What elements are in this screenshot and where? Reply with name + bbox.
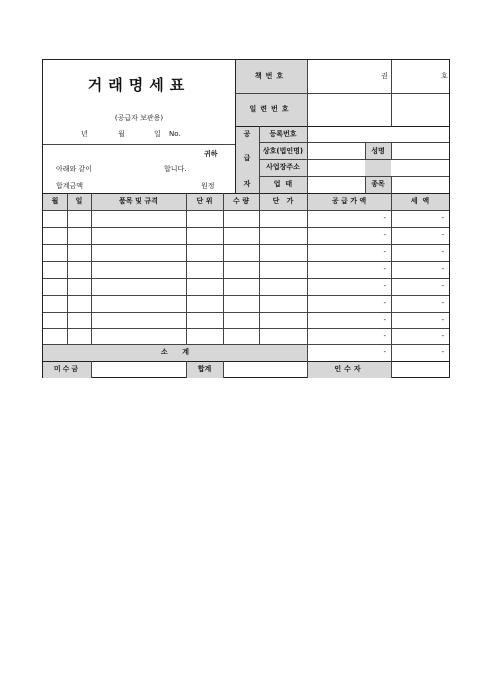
company-name-label: 상호(법인명) bbox=[262, 147, 304, 155]
supplier-side-label-1: 공 bbox=[243, 130, 251, 138]
row-supply-amount: - bbox=[383, 332, 386, 340]
row-supply-amount: - bbox=[383, 282, 386, 290]
greeting-left: 아래와 같이 bbox=[56, 165, 93, 173]
row-supply-amount: - bbox=[383, 248, 386, 256]
col-item-spec: 품목 및 규격 bbox=[119, 197, 158, 205]
col-quantity: 수 량 bbox=[233, 197, 249, 205]
recipient-suffix: 귀하 bbox=[204, 150, 218, 158]
transaction-statement-form bbox=[42, 59, 450, 378]
total-amount-unit: 원정 bbox=[201, 182, 215, 190]
row-tax: - bbox=[441, 316, 444, 324]
row-supply-amount: - bbox=[383, 231, 386, 239]
book-number-label: 책번호 bbox=[254, 72, 288, 80]
row-tax: - bbox=[441, 248, 444, 256]
date-year-label: 년 bbox=[81, 130, 88, 138]
row-supply-amount: - bbox=[383, 265, 386, 273]
date-day-label: 일 bbox=[154, 130, 161, 138]
receiver-label: 인수자 bbox=[334, 365, 364, 373]
subtotal-tax: - bbox=[441, 348, 444, 356]
row-tax: - bbox=[441, 265, 444, 273]
business-address-label: 사업장주소 bbox=[266, 163, 300, 171]
col-month: 월 bbox=[51, 197, 59, 205]
date-no-label: No. bbox=[169, 130, 181, 138]
date-month-label: 월 bbox=[118, 130, 125, 138]
col-unit-price: 단 가 bbox=[272, 197, 294, 205]
row-supply-amount: - bbox=[383, 299, 386, 307]
number-unit: 호 bbox=[441, 72, 448, 80]
row-tax: - bbox=[441, 231, 444, 239]
row-supply-amount: - bbox=[383, 316, 386, 324]
registration-number-label: 등록번호 bbox=[269, 130, 297, 138]
book-unit: 권 bbox=[381, 72, 388, 80]
unpaid-label: 미수금 bbox=[53, 365, 81, 373]
row-tax: - bbox=[441, 299, 444, 307]
subtotal-label: 소 계 bbox=[160, 348, 190, 356]
row-supply-amount: - bbox=[383, 214, 386, 222]
row-tax: - bbox=[441, 332, 444, 340]
row-tax: - bbox=[441, 214, 444, 222]
document-title: 거래명세표 bbox=[87, 76, 191, 94]
row-tax: - bbox=[441, 282, 444, 290]
business-item-label: 종목 bbox=[371, 180, 385, 188]
col-unit: 단 위 bbox=[196, 197, 213, 205]
supplier-side-label-3: 자 bbox=[243, 180, 251, 188]
representative-name-label: 성명 bbox=[371, 147, 385, 155]
col-tax: 세 액 bbox=[410, 197, 430, 205]
document-subtitle: (공급자 보관용) bbox=[114, 114, 164, 122]
sum-label: 합계 bbox=[197, 365, 212, 373]
col-supply-amount: 공 급 가 액 bbox=[331, 197, 367, 205]
supplier-side-label-2: 급 bbox=[243, 154, 251, 162]
col-day: 일 bbox=[75, 197, 83, 205]
subtotal-supply-amount: - bbox=[383, 348, 386, 356]
greeting-right: 합니다. bbox=[164, 165, 187, 173]
serial-number-label: 일련번호 bbox=[249, 105, 293, 113]
total-amount-label: 합계금액 bbox=[56, 182, 84, 190]
business-type-label: 업 태 bbox=[273, 180, 293, 188]
